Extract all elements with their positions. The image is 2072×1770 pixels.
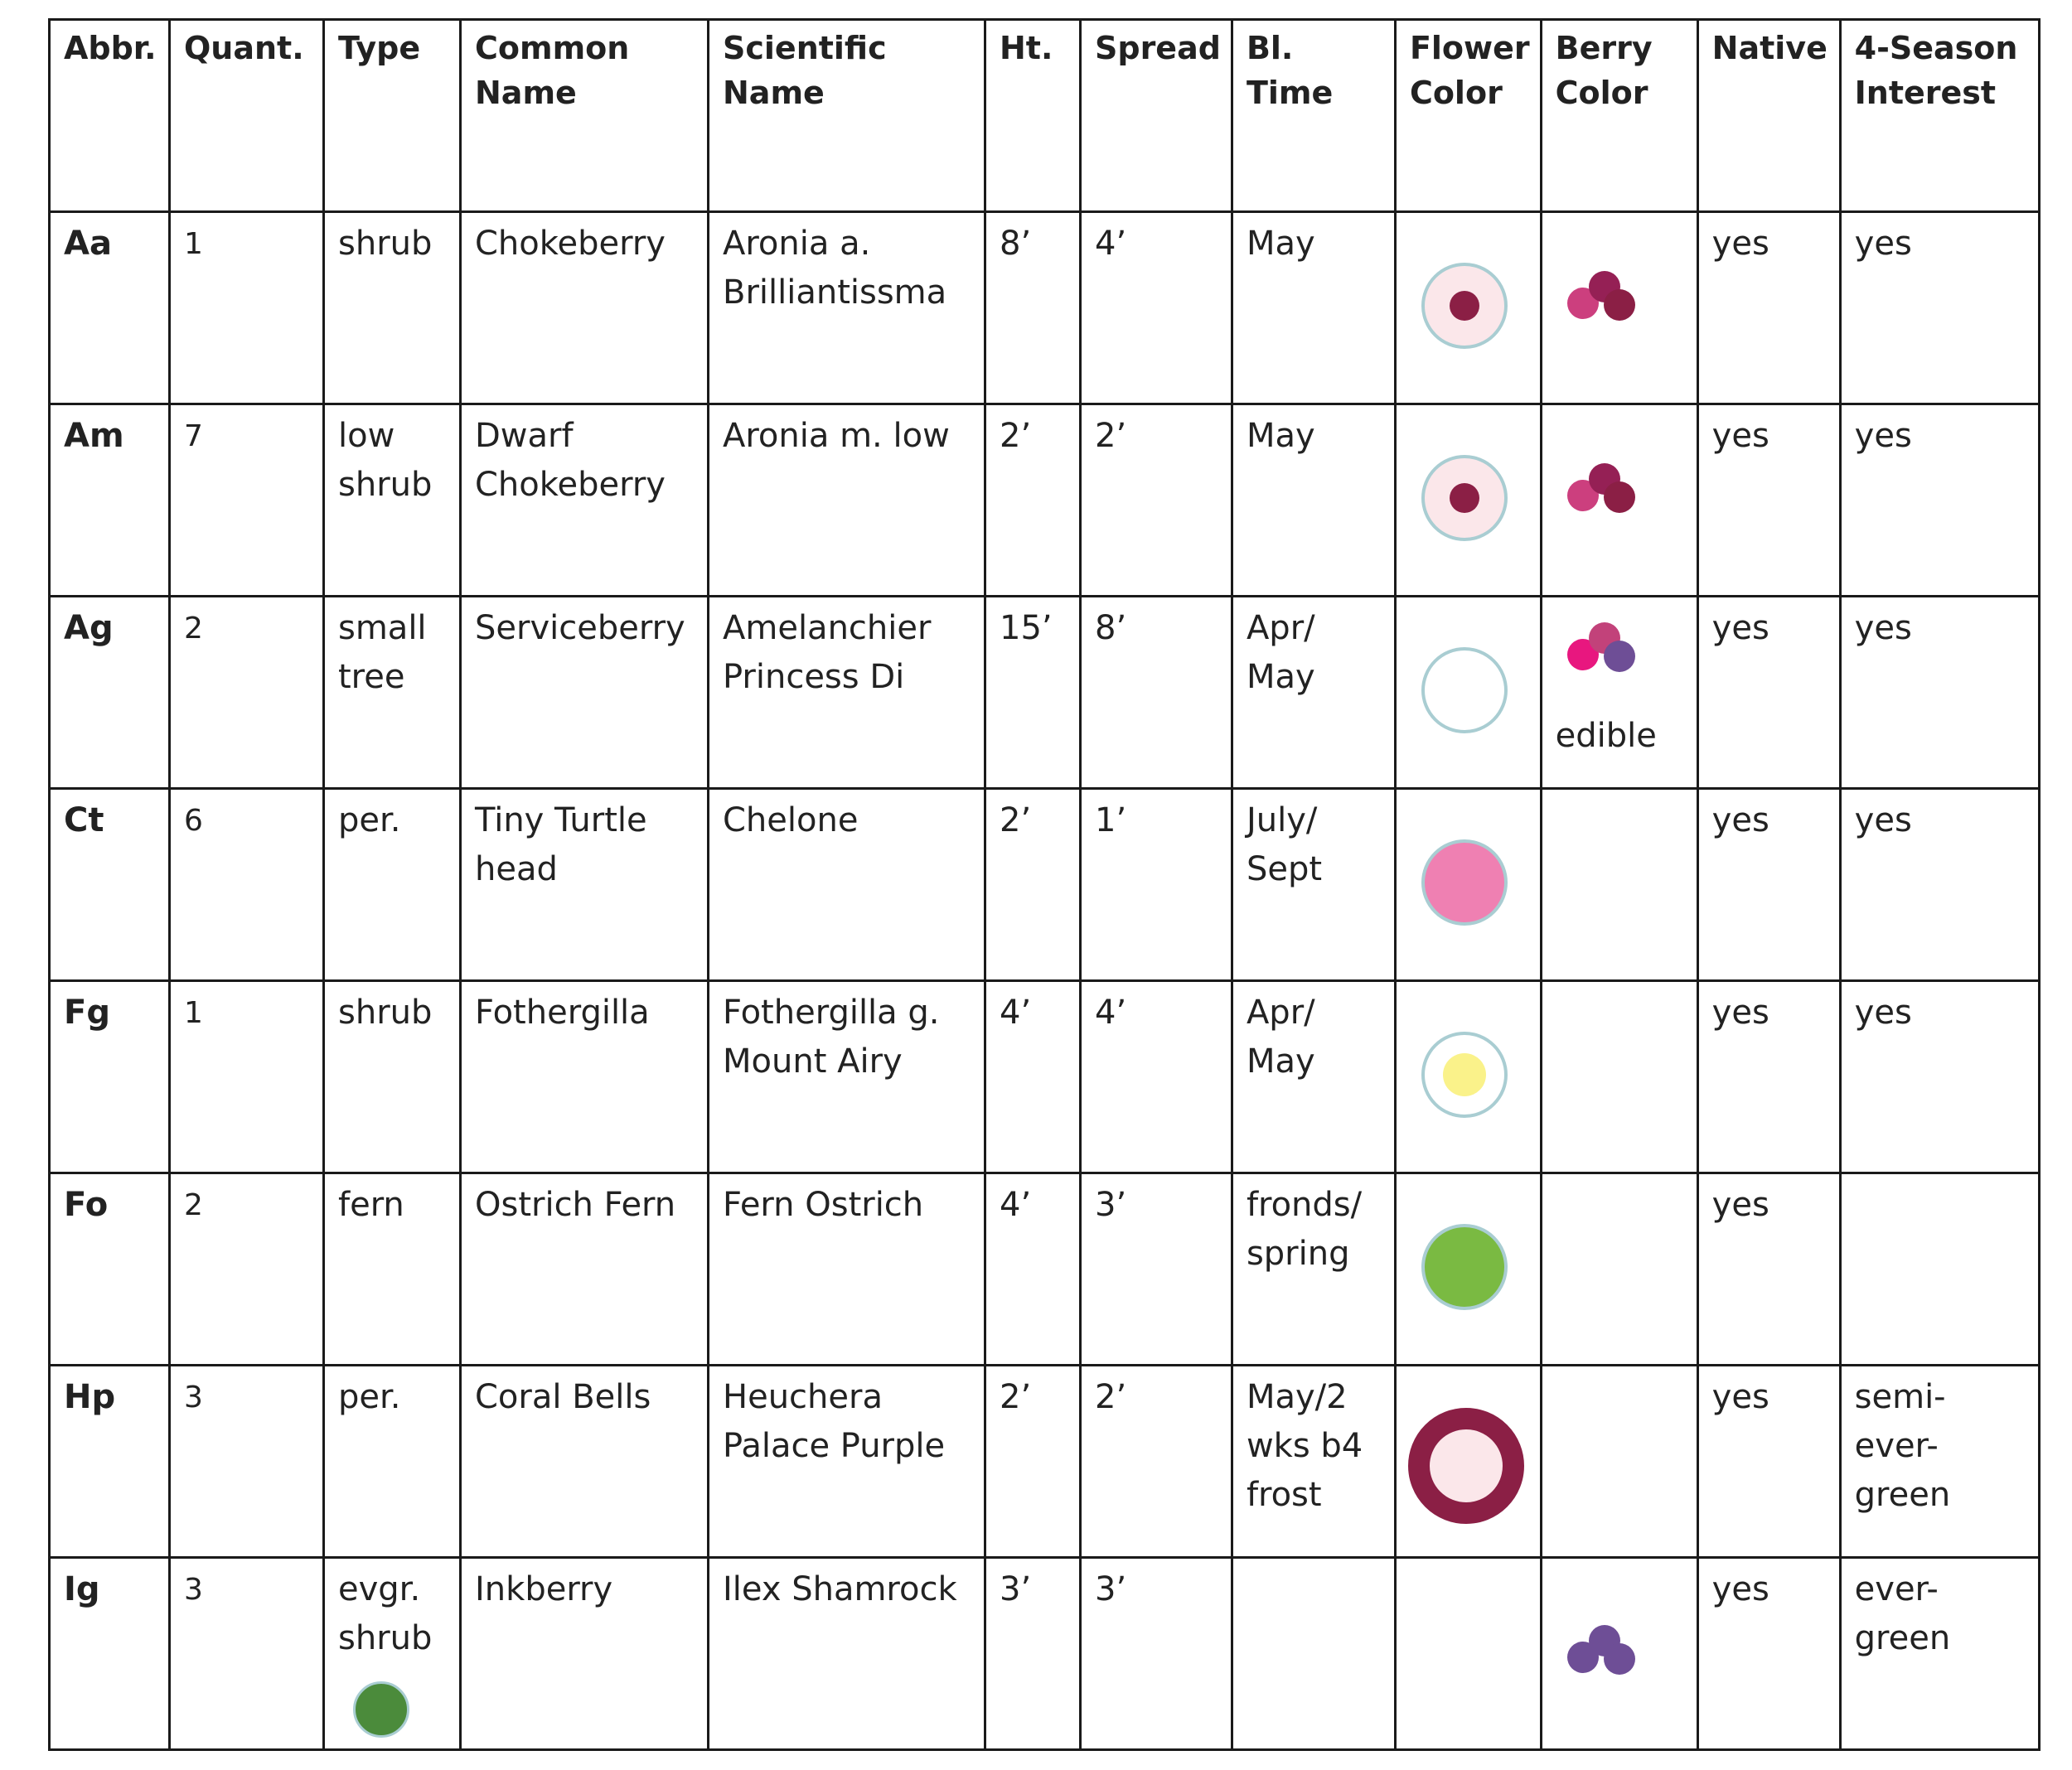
cell-four-season	[1840, 597, 2039, 789]
cell-bloom-time-text: Apr/ May	[1246, 609, 1315, 696]
cell-spread-text: 8’	[1095, 609, 1127, 647]
cell-spread-text: 2’	[1095, 417, 1127, 455]
cell-four-season	[1840, 404, 2039, 597]
cell-spread	[1081, 1558, 1232, 1750]
cell-native-text: yes	[1711, 1378, 1769, 1416]
cell-bloom-time	[1232, 404, 1395, 597]
cell-common-name-text: Tiny Turtle head	[475, 801, 647, 888]
cell-scientific-name-text: Ilex Shamrock	[723, 1570, 957, 1608]
cell-abbr-text: Ag	[64, 609, 114, 647]
cell-common-name	[461, 597, 709, 789]
cell-flower-color	[1395, 789, 1541, 981]
cell-height	[985, 981, 1081, 1173]
cell-spread-text: 2’	[1095, 1378, 1127, 1416]
cell-height-text: 2’	[1000, 1378, 1032, 1416]
cell-height-text: 3’	[1000, 1570, 1032, 1608]
foliage-swatch-icon	[1421, 1224, 1508, 1310]
cell-quant	[170, 981, 324, 1173]
cell-type	[324, 1558, 461, 1750]
header-quant: Quant.	[170, 20, 324, 212]
header-height: Ht.	[985, 20, 1081, 212]
cell-type-text: evgr. shrub	[338, 1570, 433, 1657]
cell-four-season-text: semi- ever- green	[1854, 1378, 1951, 1514]
cell-quant-text: 6	[184, 804, 203, 838]
cell-scientific-name-text: Fern Ostrich	[723, 1186, 924, 1224]
cell-berry-color	[1541, 1558, 1697, 1750]
cell-four-season-text: yes	[1854, 225, 1912, 263]
table-row	[50, 1558, 2040, 1750]
cell-type-text: shrub	[338, 225, 433, 263]
cell-spread	[1081, 1173, 1232, 1366]
cell-scientific-name-text: Amelanchier Princess Di	[723, 609, 932, 696]
cell-bloom-time	[1232, 1366, 1395, 1558]
cell-height	[985, 789, 1081, 981]
cell-flower-color	[1395, 597, 1541, 789]
cell-native	[1697, 1558, 1840, 1750]
cell-type	[324, 212, 461, 404]
cell-type	[324, 789, 461, 981]
cell-type	[324, 981, 461, 1173]
cell-scientific-name	[709, 404, 985, 597]
cell-type-text: fern	[338, 1186, 404, 1224]
cell-berry-color	[1541, 789, 1697, 981]
cell-spread-text: 1’	[1095, 801, 1127, 839]
cell-height	[985, 1366, 1081, 1558]
cell-flower-color	[1395, 1366, 1541, 1558]
cell-quant-text: 3	[184, 1573, 203, 1607]
cell-berry-color	[1541, 1173, 1697, 1366]
header-abbr: Abbr.	[50, 20, 170, 212]
cell-berry-color	[1541, 212, 1697, 404]
cell-abbr	[50, 789, 170, 981]
cell-common-name	[461, 1173, 709, 1366]
cell-quant-text: 1	[184, 996, 203, 1030]
cell-type	[324, 1173, 461, 1366]
cell-common-name-text: Fothergilla	[475, 994, 650, 1032]
plant-list-table	[48, 18, 2041, 1751]
cell-quant	[170, 789, 324, 981]
cell-scientific-name	[709, 1173, 985, 1366]
cell-common-name	[461, 1366, 709, 1558]
cell-spread-text: 3’	[1095, 1570, 1127, 1608]
table-row	[50, 789, 2040, 981]
cell-berry-color	[1541, 404, 1697, 597]
cell-berry-color	[1541, 1366, 1697, 1558]
table-row	[50, 404, 2040, 597]
cell-type-text: small tree	[338, 609, 427, 696]
cell-abbr	[50, 212, 170, 404]
cell-berry-color	[1541, 981, 1697, 1173]
flower-swatch-icon	[1421, 455, 1508, 541]
cell-bloom-time	[1232, 1558, 1395, 1750]
cell-type	[324, 404, 461, 597]
cell-height	[985, 212, 1081, 404]
cell-four-season	[1840, 789, 2039, 981]
cell-height	[985, 1173, 1081, 1366]
cell-type	[324, 1366, 461, 1558]
cell-quant-text: 3	[184, 1381, 203, 1415]
cell-common-name	[461, 404, 709, 597]
cell-native-text: yes	[1711, 801, 1769, 839]
cell-abbr-text: Fg	[64, 994, 110, 1032]
header-common-name: Common Name	[461, 20, 709, 212]
cell-bloom-time	[1232, 1173, 1395, 1366]
cell-common-name-text: Chokeberry	[475, 225, 666, 263]
evergreen-leaf-icon	[353, 1681, 409, 1738]
cell-spread	[1081, 789, 1232, 981]
cell-native-text: yes	[1711, 225, 1769, 263]
cell-common-name	[461, 981, 709, 1173]
cell-native	[1697, 212, 1840, 404]
cell-spread	[1081, 212, 1232, 404]
cell-abbr	[50, 404, 170, 597]
cell-common-name	[461, 1558, 709, 1750]
cell-quant	[170, 597, 324, 789]
header-bloom-time: Bl. Time	[1232, 20, 1395, 212]
cell-native	[1697, 789, 1840, 981]
cell-bloom-time-text: Apr/ May	[1246, 994, 1315, 1081]
cell-four-season-text: yes	[1854, 994, 1912, 1032]
cell-four-season	[1840, 212, 2039, 404]
header-spread: Spread	[1081, 20, 1232, 212]
table-row	[50, 981, 2040, 1173]
cell-scientific-name	[709, 1366, 985, 1558]
cell-type-text: per.	[338, 801, 401, 839]
berry-cluster-icon	[1567, 271, 1650, 329]
cell-common-name	[461, 212, 709, 404]
cell-flower-color	[1395, 1173, 1541, 1366]
cell-four-season	[1840, 1558, 2039, 1750]
cell-common-name-text: Serviceberry	[475, 609, 685, 647]
header-flower-color: Flower Color	[1395, 20, 1541, 212]
cell-abbr-text: Aa	[64, 225, 112, 263]
berry-cluster-icon	[1567, 622, 1650, 680]
cell-quant	[170, 1558, 324, 1750]
cell-native	[1697, 597, 1840, 789]
cell-scientific-name	[709, 1558, 985, 1750]
cell-bloom-time-text: fronds/ spring	[1246, 1186, 1363, 1273]
cell-abbr	[50, 981, 170, 1173]
berry-cluster-icon	[1567, 463, 1650, 521]
cell-bloom-time-text: May/2 wks b4 frost	[1246, 1378, 1363, 1514]
cell-height	[985, 597, 1081, 789]
cell-bloom-time	[1232, 212, 1395, 404]
cell-native-text: yes	[1711, 994, 1769, 1032]
cell-native-text: yes	[1711, 1186, 1769, 1224]
cell-spread	[1081, 1366, 1232, 1558]
flower-swatch-icon	[1408, 1408, 1524, 1524]
cell-height-text: 15’	[1000, 609, 1053, 647]
cell-scientific-name	[709, 981, 985, 1173]
cell-native-text: yes	[1711, 609, 1769, 647]
cell-height	[985, 1558, 1081, 1750]
cell-flower-color	[1395, 1558, 1541, 1750]
cell-abbr-text: Am	[64, 417, 124, 455]
cell-spread	[1081, 404, 1232, 597]
berry-note: edible	[1555, 717, 1657, 755]
cell-spread-text: 3’	[1095, 1186, 1127, 1224]
flower-swatch-icon	[1421, 647, 1508, 733]
cell-native-text: yes	[1711, 417, 1769, 455]
cell-type	[324, 597, 461, 789]
cell-quant	[170, 1173, 324, 1366]
table-row	[50, 1366, 2040, 1558]
cell-four-season	[1840, 1366, 2039, 1558]
cell-abbr	[50, 597, 170, 789]
cell-spread	[1081, 597, 1232, 789]
header-row	[50, 20, 2040, 212]
cell-scientific-name-text: Chelone	[723, 801, 859, 839]
cell-bloom-time-text: May	[1246, 225, 1315, 263]
cell-scientific-name-text: Aronia m. low	[723, 417, 950, 455]
cell-quant	[170, 212, 324, 404]
cell-spread-text: 4’	[1095, 225, 1127, 263]
table-row	[50, 597, 2040, 789]
cell-native	[1697, 404, 1840, 597]
cell-four-season-text: yes	[1854, 417, 1912, 455]
cell-abbr-text: Fo	[64, 1186, 109, 1224]
header-scientific-name: Scientific Name	[709, 20, 985, 212]
cell-height-text: 2’	[1000, 417, 1032, 455]
cell-abbr	[50, 1558, 170, 1750]
cell-bloom-time	[1232, 981, 1395, 1173]
table-body	[50, 212, 2040, 1750]
header-type: Type	[324, 20, 461, 212]
flower-swatch-icon	[1421, 263, 1508, 349]
cell-scientific-name	[709, 597, 985, 789]
cell-four-season-text: yes	[1854, 801, 1912, 839]
cell-type-text: low shrub	[338, 417, 433, 504]
cell-bloom-time	[1232, 789, 1395, 981]
cell-flower-color	[1395, 981, 1541, 1173]
cell-native	[1697, 1173, 1840, 1366]
header-berry-color: Berry Color	[1541, 20, 1697, 212]
cell-quant-text: 1	[184, 227, 203, 261]
cell-quant	[170, 1366, 324, 1558]
table-row	[50, 212, 2040, 404]
cell-berry-color	[1541, 597, 1697, 789]
cell-height-text: 4’	[1000, 994, 1032, 1032]
cell-flower-color	[1395, 404, 1541, 597]
cell-height-text: 2’	[1000, 801, 1032, 839]
cell-height-text: 4’	[1000, 1186, 1032, 1224]
cell-quant-text: 2	[184, 612, 203, 646]
cell-common-name	[461, 789, 709, 981]
cell-quant-text: 2	[184, 1188, 203, 1222]
cell-bloom-time	[1232, 597, 1395, 789]
cell-common-name-text: Ostrich Fern	[475, 1186, 676, 1224]
cell-abbr-text: Ct	[64, 801, 104, 839]
cell-common-name-text: Inkberry	[475, 1570, 613, 1608]
cell-abbr-text: Hp	[64, 1378, 116, 1416]
cell-height	[985, 404, 1081, 597]
cell-flower-color	[1395, 212, 1541, 404]
cell-abbr	[50, 1366, 170, 1558]
table-row	[50, 1173, 2040, 1366]
berry-cluster-icon	[1567, 1625, 1650, 1683]
cell-four-season	[1840, 1173, 2039, 1366]
header-native: Native	[1697, 20, 1840, 212]
cell-four-season	[1840, 981, 2039, 1173]
cell-scientific-name	[709, 789, 985, 981]
flower-swatch-icon	[1421, 839, 1508, 926]
cell-type-text: shrub	[338, 994, 433, 1032]
cell-quant-text: 7	[184, 419, 203, 453]
cell-scientific-name	[709, 212, 985, 404]
cell-bloom-time-text: May	[1246, 417, 1315, 455]
cell-scientific-name-text: Fothergilla g. Mount Airy	[723, 994, 940, 1081]
cell-type-text: per.	[338, 1378, 401, 1416]
cell-abbr	[50, 1173, 170, 1366]
header-four-season: 4-Season Interest	[1840, 20, 2039, 212]
cell-common-name-text: Coral Bells	[475, 1378, 651, 1416]
cell-four-season-text: yes	[1854, 609, 1912, 647]
cell-native	[1697, 1366, 1840, 1558]
cell-common-name-text: Dwarf Chokeberry	[475, 417, 666, 504]
cell-height-text: 8’	[1000, 225, 1032, 263]
cell-quant	[170, 404, 324, 597]
cell-scientific-name-text: Heuchera Palace Purple	[723, 1378, 946, 1465]
cell-native-text: yes	[1711, 1570, 1769, 1608]
cell-abbr-text: Ig	[64, 1570, 100, 1608]
cell-four-season-text: ever- green	[1854, 1570, 1951, 1657]
cell-bloom-time-text: July/ Sept	[1246, 801, 1323, 888]
cell-scientific-name-text: Aronia a. Brilliantissma	[723, 225, 947, 312]
flower-swatch-icon	[1421, 1032, 1508, 1118]
cell-native	[1697, 981, 1840, 1173]
cell-spread-text: 4’	[1095, 994, 1127, 1032]
cell-spread	[1081, 981, 1232, 1173]
